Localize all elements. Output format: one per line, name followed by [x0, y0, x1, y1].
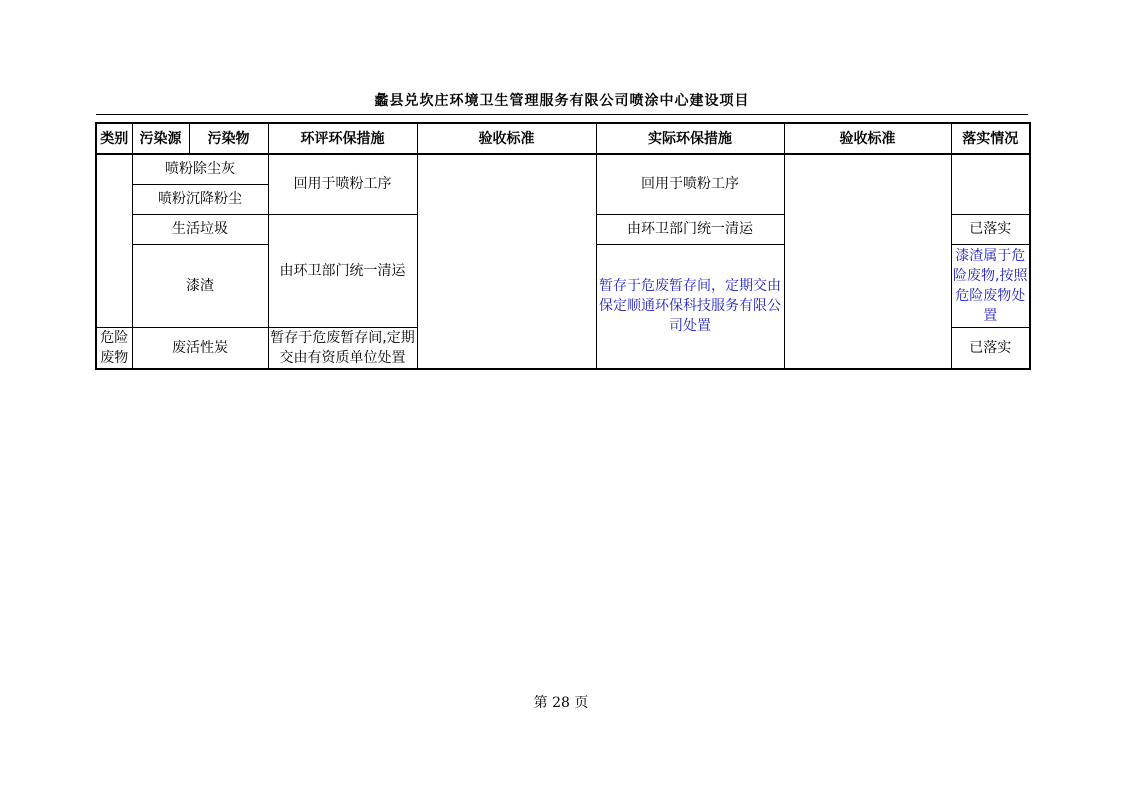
pollutant-cell: 生活垃圾: [132, 214, 268, 244]
table-row: [96, 154, 1030, 184]
column-header-eia-measure: 环评环保措施: [268, 123, 417, 154]
pollutant-cell: 废活性炭: [132, 327, 268, 369]
column-header-category: 类别: [96, 123, 132, 154]
column-header-acceptance-standard: 验收标准: [417, 123, 596, 154]
page-number: 第 28 页: [533, 695, 589, 711]
table-header-row: [96, 123, 1030, 154]
acceptance-standard-cell: [417, 154, 596, 369]
column-header-actual-measure: 实际环保措施: [596, 123, 784, 154]
actual-measure-cell: 由环卫部门统一清运: [596, 214, 784, 244]
pollutant-cell: 喷粉沉降粉尘: [132, 184, 268, 214]
status-cell: 已落实: [951, 327, 1030, 369]
category-cell: 危险废物: [96, 327, 132, 369]
actual-measure-cell: 暂存于危废暂存间，定期交由保定顺通环保科技服务有限公司处置: [596, 244, 784, 369]
header-divider: [96, 114, 1028, 115]
pollutant-cell: 漆渣: [132, 244, 268, 327]
acceptance-table: [95, 122, 1031, 370]
document-title: 蠡县兑坎庄环境卫生管理服务有限公司喷涂中心建设项目: [374, 93, 750, 109]
category-cell-empty: [96, 154, 132, 327]
status-cell: 漆渣属于危险废物,按照危险废物处置: [951, 244, 1030, 327]
acceptance-standard-cell-2: [784, 154, 951, 369]
eia-measure-cell: 由环卫部门统一清运: [268, 214, 417, 327]
column-header-acceptance-standard-2: 验收标准: [784, 123, 951, 154]
column-header-pollutant: 污染物: [189, 123, 268, 154]
status-cell-empty: [951, 154, 1030, 214]
status-cell: 已落实: [951, 214, 1030, 244]
actual-measure-cell: 回用于喷粉工序: [596, 154, 784, 214]
column-header-status: 落实情况: [951, 123, 1030, 154]
column-header-source: 污染源: [132, 123, 189, 154]
pollutant-cell: 喷粉除尘灰: [132, 154, 268, 184]
eia-measure-cell: 回用于喷粉工序: [268, 154, 417, 214]
eia-measure-cell: 暂存于危废暂存间,定期交由有资质单位处置: [268, 327, 417, 369]
